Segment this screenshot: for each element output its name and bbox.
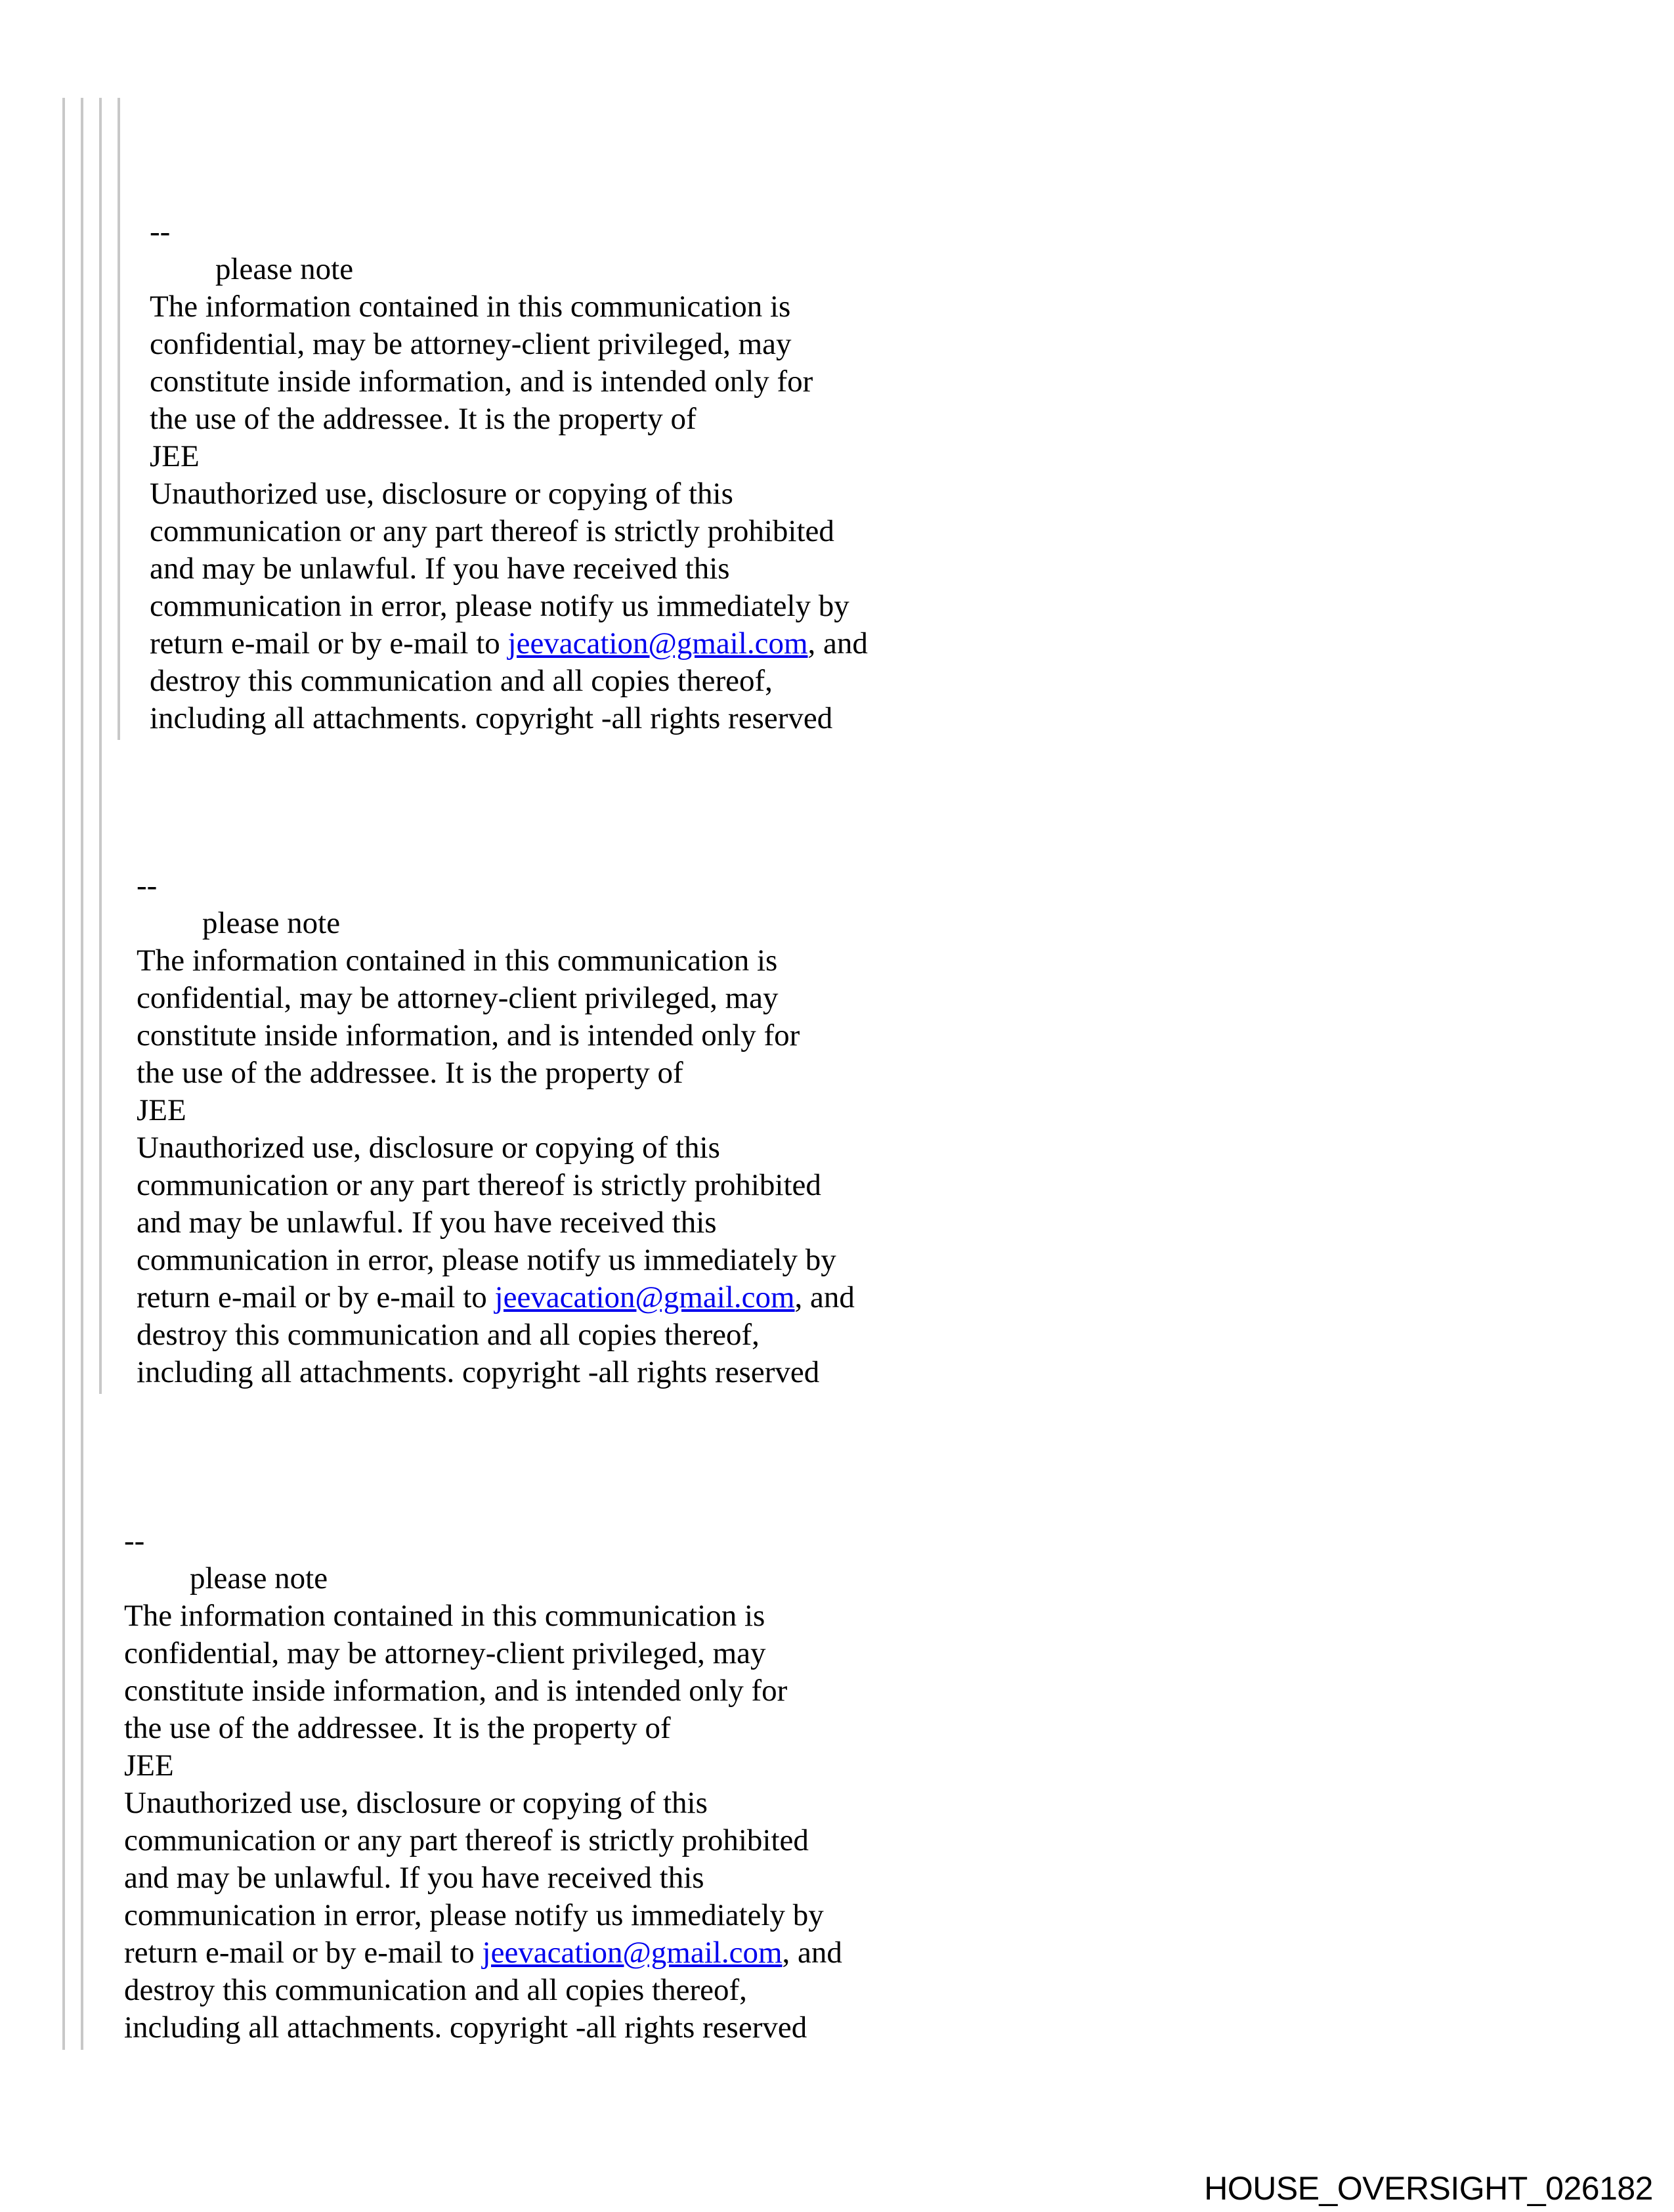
- disclaimer-block-1: [150, 213, 868, 737]
- disclaimer-email-line: [124, 1934, 842, 1972]
- disclaimer-line: the use of the addressee. It is the property of: [150, 402, 697, 436]
- disclaimer-block-2: [137, 867, 855, 1391]
- signature-separator: --: [137, 869, 158, 903]
- disclaimer-email-line: [137, 1279, 855, 1316]
- disclaimer-line: The information contained in this communication is: [124, 1599, 765, 1633]
- disclaimer-line: The information contained in this communication is: [137, 943, 778, 978]
- disclaimer-line: Unauthorized use, disclosure or copying of this: [137, 1131, 720, 1165]
- quote-bar-level-4: [118, 98, 120, 740]
- quote-bar-level-3: [99, 98, 102, 1394]
- disclaimer-line: confidential, may be attorney-client privileged, may: [150, 327, 792, 361]
- email-link[interactable]: jeevacation@gmail.com: [494, 1280, 795, 1314]
- disclaimer-line: including all attachments. copyright -all rights reserved: [124, 2010, 807, 2045]
- disclaimer-line: confidential, may be attorney-client privileged, may: [124, 1636, 766, 1670]
- bates-stamp: HOUSE_OVERSIGHT_026182: [1204, 2170, 1653, 2207]
- disclaimer-line: confidential, may be attorney-client privileged, may: [137, 981, 779, 1015]
- disclaimer-line: The information contained in this communication is: [150, 290, 791, 324]
- please-note-label: please note: [190, 1561, 328, 1595]
- disclaimer-line: constitute inside information, and is intended only for: [137, 1018, 800, 1052]
- disclaimer-line: communication in error, please notify us immediately by: [137, 1243, 836, 1277]
- email-line-suffix: , and: [794, 1280, 855, 1314]
- quote-bar-level-1: [62, 98, 65, 2050]
- email-line-prefix: return e-mail or by e-mail to: [150, 626, 508, 661]
- disclaimer-line: and may be unlawful. If you have received this: [137, 1205, 717, 1240]
- disclaimer-line: communication in error, please notify us immediately by: [150, 589, 849, 623]
- disclaimer-line: and may be unlawful. If you have received this: [124, 1861, 704, 1895]
- disclaimer-line: communication or any part thereof is strictly prohibited: [124, 1823, 809, 1857]
- quote-bar-level-2: [81, 98, 83, 2050]
- disclaimer-line: the use of the addressee. It is the property of: [137, 1056, 683, 1090]
- disclaimer-line: communication in error, please notify us immediately by: [124, 1898, 824, 1932]
- disclaimer-block-3: [124, 1523, 842, 2047]
- disclaimer-line: including all attachments. copyright -all rights reserved: [137, 1355, 820, 1389]
- disclaimer-line: constitute inside information, and is intended only for: [124, 1674, 788, 1708]
- signature-separator: --: [150, 215, 171, 249]
- disclaimer-line: JEE: [150, 439, 200, 473]
- disclaimer-line: Unauthorized use, disclosure or copying of this: [150, 477, 733, 511]
- disclaimer-line: including all attachments. copyright -all rights reserved: [150, 701, 833, 735]
- disclaimer-line: the use of the addressee. It is the property of: [124, 1711, 671, 1745]
- please-note-label: please note: [215, 252, 354, 286]
- disclaimer-line: communication or any part thereof is strictly prohibited: [137, 1168, 821, 1202]
- disclaimer-line: and may be unlawful. If you have received this: [150, 552, 730, 586]
- email-link[interactable]: jeevacation@gmail.com: [482, 1936, 783, 1970]
- disclaimer-line: Unauthorized use, disclosure or copying of this: [124, 1786, 708, 1820]
- disclaimer-line: JEE: [124, 1748, 174, 1783]
- disclaimer-line: constitute inside information, and is intended only for: [150, 364, 813, 399]
- disclaimer-line: communication or any part thereof is strictly prohibited: [150, 514, 834, 548]
- email-line-suffix: , and: [807, 626, 868, 661]
- please-note-label: please note: [202, 906, 341, 940]
- email-line-prefix: return e-mail or by e-mail to: [124, 1936, 483, 1970]
- disclaimer-line: destroy this communication and all copies thereof,: [137, 1318, 760, 1352]
- disclaimer-email-line: [150, 625, 868, 662]
- email-line-suffix: , and: [782, 1936, 842, 1970]
- disclaimer-line: JEE: [137, 1093, 186, 1127]
- email-link[interactable]: jeevacation@gmail.com: [507, 626, 808, 661]
- signature-separator: --: [124, 1524, 145, 1558]
- disclaimer-line: destroy this communication and all copies thereof,: [124, 1973, 747, 2007]
- email-line-prefix: return e-mail or by e-mail to: [137, 1280, 495, 1314]
- disclaimer-line: destroy this communication and all copies thereof,: [150, 664, 773, 698]
